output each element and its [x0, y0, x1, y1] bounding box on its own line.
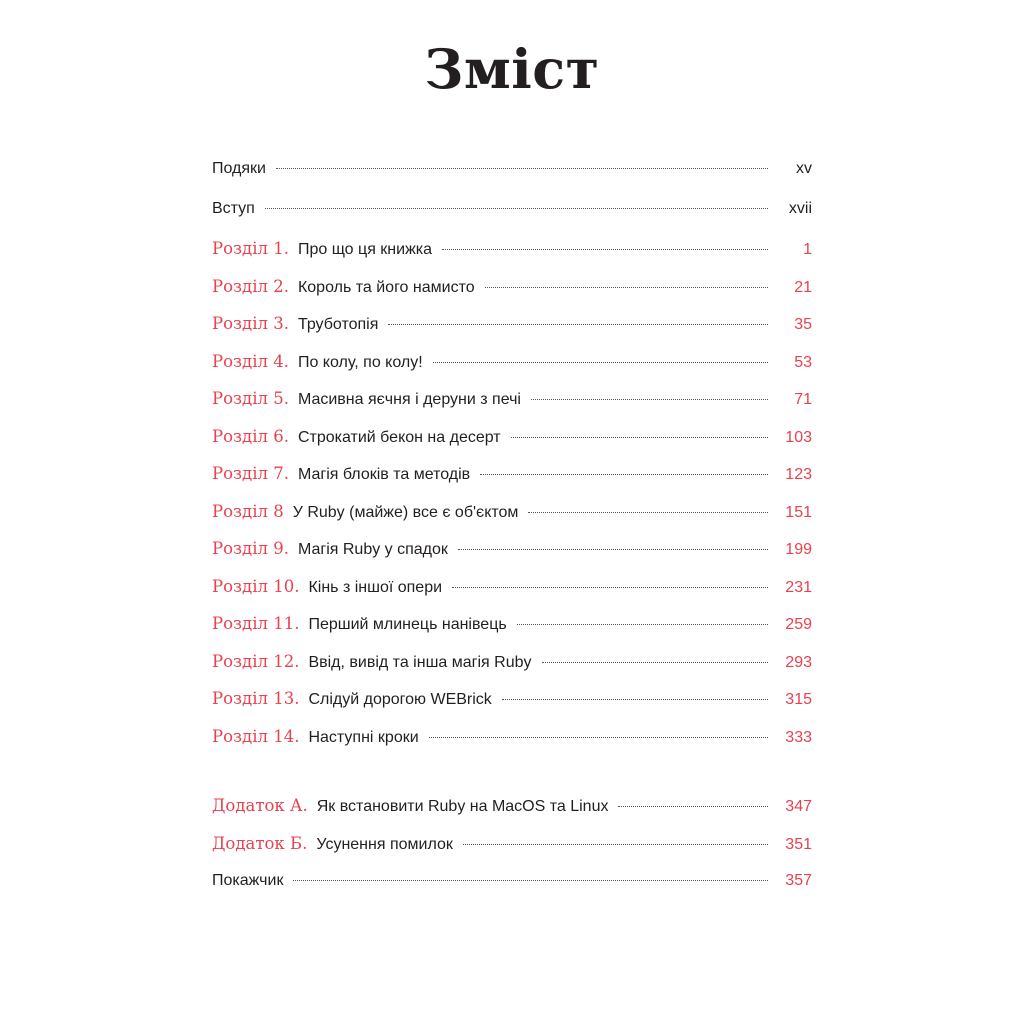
toc-entry-title: У Ruby (майже) все є об'єктом — [292, 503, 519, 521]
toc-entry-title: Магія Ruby у спадок — [297, 541, 448, 559]
toc-entry-page: 315 — [785, 691, 812, 709]
chapter-label: Розділ 7. — [212, 464, 289, 484]
leader-dots — [618, 805, 768, 807]
toc-entry-chapter-3[interactable] — [212, 316, 812, 333]
toc-entry-chapter-11[interactable] — [212, 616, 812, 633]
toc-entry-chapter-10[interactable] — [212, 576, 812, 596]
toc-entry-title: Про що ця книжка — [297, 241, 433, 259]
leader-dots — [542, 661, 769, 663]
chapter-label: Розділ 1. — [212, 239, 289, 259]
toc-entry-page: 333 — [785, 728, 812, 746]
toc-entry-title: Масивна яєчня і деруни з печі — [297, 391, 521, 409]
leader-dots — [276, 167, 768, 169]
chapter-label: Розділ 4. — [212, 351, 289, 371]
toc-entry-pokazhchyk[interactable] — [212, 873, 812, 889]
toc-entry-page: 199 — [785, 541, 812, 559]
chapter-label: Розділ 9. — [212, 539, 289, 559]
toc-entry-page: xvii — [788, 200, 812, 218]
leader-dots — [458, 548, 768, 550]
leader-dots — [442, 248, 768, 250]
toc-entry-page: xv — [796, 160, 812, 178]
toc-entry-title: Подяки — [212, 160, 266, 178]
toc-entry-page: 1 — [803, 241, 812, 259]
leader-dots — [293, 879, 768, 881]
toc-entry-chapter-9[interactable] — [212, 541, 812, 558]
toc-list — [212, 161, 812, 889]
toc-entry-page: 259 — [785, 616, 812, 634]
leader-dots — [429, 736, 768, 738]
chapter-label: Розділ 14. — [212, 726, 300, 746]
section-spacer — [212, 766, 812, 798]
toc-entry-chapter-4[interactable] — [212, 351, 812, 371]
leader-dots — [388, 323, 768, 325]
toc-entry-title: Магія блоків та методів — [297, 466, 471, 484]
leader-dots — [517, 623, 768, 625]
toc-entry-chapter-6[interactable] — [212, 426, 812, 446]
toc-entry-page: 357 — [785, 872, 812, 890]
leader-dots — [511, 436, 768, 438]
toc-entry-title: Кінь з іншої опери — [308, 578, 443, 596]
toc-entry-chapter-14[interactable] — [212, 726, 812, 746]
leader-dots — [433, 361, 768, 363]
toc-entry-page: 231 — [785, 578, 812, 596]
toc-entry-title: Наступні кроки — [308, 728, 419, 746]
toc-entry-page: 71 — [794, 391, 812, 409]
toc-entry-page: 351 — [785, 835, 812, 853]
toc-entry-title: Перший млинець нанівець — [308, 616, 507, 634]
toc-entry-title: Усунення помилок — [316, 835, 453, 853]
toc-entry-chapter-2[interactable] — [212, 276, 812, 296]
toc-entry-page: 53 — [794, 353, 812, 371]
toc-entry-title: Строкатий бекон на десерт — [297, 428, 501, 446]
toc-entry-chapter-8[interactable] — [212, 501, 812, 521]
toc-entry-title: По колу, по колу! — [297, 353, 423, 371]
toc-entry-podyaky[interactable] — [212, 161, 812, 177]
chapter-label: Розділ 10. — [212, 576, 300, 596]
toc-entry-page: 293 — [785, 653, 812, 671]
page-title: Зміст — [424, 37, 600, 101]
toc-entry-chapter-1[interactable] — [212, 241, 812, 258]
toc-entry-title: Вступ — [212, 200, 255, 218]
toc-entry-appendix-b[interactable] — [212, 833, 812, 853]
toc-entry-title: Труботопія — [297, 316, 379, 334]
leader-dots — [452, 586, 768, 588]
toc-entry-page: 123 — [785, 466, 812, 484]
toc-entry-title: Слідуй дорогою WEBrick — [308, 691, 492, 709]
chapter-label: Розділ 5. — [212, 389, 289, 409]
leader-dots — [480, 473, 768, 475]
toc-entry-page: 21 — [794, 278, 812, 296]
appendix-label: Додаток Б. — [212, 833, 308, 853]
leader-dots — [265, 207, 768, 209]
toc-entry-title: Покажчик — [212, 872, 284, 890]
leader-dots — [502, 698, 768, 700]
toc-entry-page: 103 — [785, 428, 812, 446]
chapter-label: Розділ 2. — [212, 276, 289, 296]
leader-dots — [528, 511, 768, 513]
leader-dots — [485, 286, 768, 288]
toc-entry-vstup[interactable] — [212, 201, 812, 217]
toc-entry-page: 35 — [794, 316, 812, 334]
toc-entry-page: 151 — [785, 503, 812, 521]
chapter-label: Розділ 13. — [212, 689, 300, 709]
toc-entry-chapter-7[interactable] — [212, 466, 812, 483]
chapter-label: Розділ 8 — [212, 501, 284, 521]
toc-entry-appendix-a[interactable] — [212, 798, 812, 815]
toc-entry-title: Ввід, вивід та інша магія Ruby — [308, 653, 532, 671]
chapter-label: Розділ 6. — [212, 426, 289, 446]
appendix-label: Додаток А. — [212, 796, 308, 816]
toc-entry-chapter-13[interactable] — [212, 691, 812, 708]
toc-entry-chapter-12[interactable] — [212, 651, 812, 671]
chapter-label: Розділ 11. — [212, 614, 300, 634]
toc-entry-title: Як встановити Ruby на MacOS та Linux — [316, 798, 609, 816]
toc-entry-title: Король та його намисто — [297, 278, 475, 296]
toc-entry-chapter-5[interactable] — [212, 391, 812, 408]
chapter-label: Розділ 12. — [212, 651, 300, 671]
chapter-label: Розділ 3. — [212, 314, 289, 334]
toc-entry-page: 347 — [785, 798, 812, 816]
leader-dots — [463, 843, 768, 845]
leader-dots — [531, 398, 768, 400]
